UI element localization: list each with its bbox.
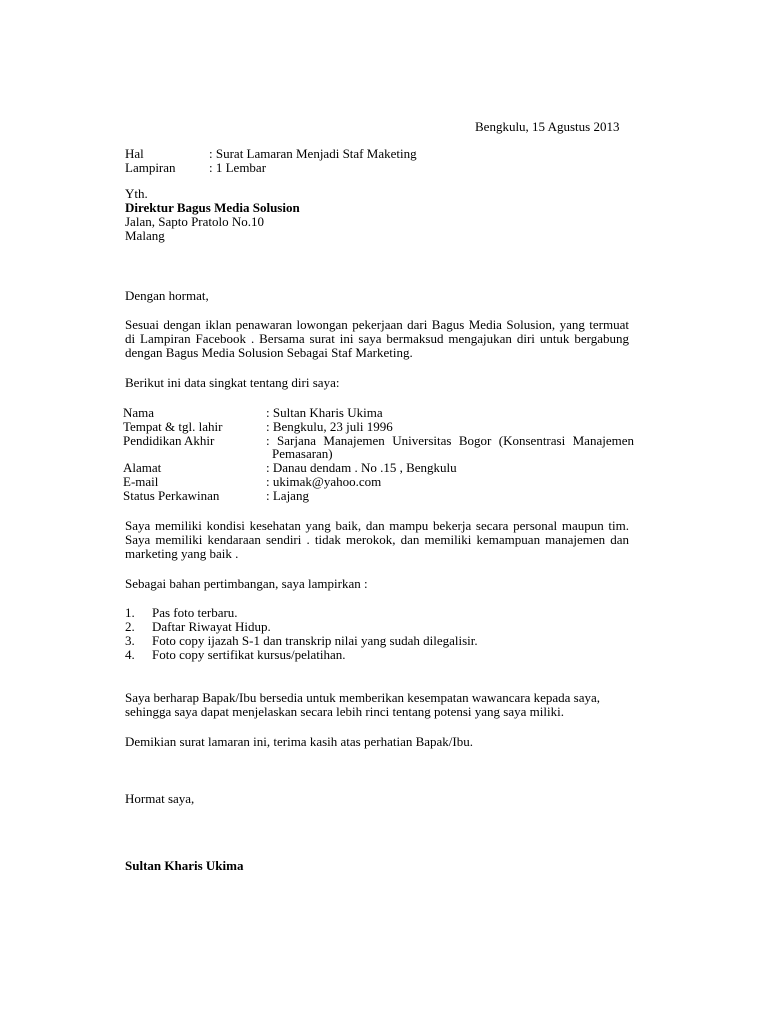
paragraph-intro: Sesuai dengan iklan penawaran lowongan pekerjaan dari Bagus Media Solusion, yang termuat di Lampiran Facebook . Bersama surat ini saya bermaksud mengajukan diri untuk bergabung dengan Bagus Media Solusion Sebagai Staf Marketing. [125,317,629,360]
closing-salutation: Hormat saya, [125,791,195,806]
attachment-item: Daftar Riwayat Hidup. [152,619,271,634]
attachment-item: Foto copy sertifikat kursus/pelatihan. [152,647,346,662]
paragraph-interview-line-1: Saya berharap Bapak/Ibu bersedia untuk memberikan kesempatan wawancara kepada saya, [125,690,601,705]
personal-value-pendidikan-cont: Pemasaran) [272,446,333,461]
hal-value: : Surat Lamaran Menjadi Staf Maketing [209,146,417,161]
greeting: Dengan hormat, [125,288,209,303]
lampiran-value: : 1 Lembar [209,160,267,175]
personal-label-nama: Nama [123,405,155,420]
hal-label: Hal [125,146,144,161]
attachment-number: 4. [125,647,135,662]
recipient-name: Direktur Bagus Media Solusion [125,200,300,215]
personal-label-status: Status Perkawinan [123,488,220,503]
personal-label-pendidikan: Pendidikan Akhir [123,433,215,448]
personal-label-alamat: Alamat [123,460,162,475]
personal-value-alamat: : Danau dendam . No .15 , Bengkulu [266,460,457,475]
data-intro: Berikut ini data singkat tentang diri saya: [125,375,340,390]
signature-name: Sultan Kharis Ukima [125,858,244,873]
recipient-street: Jalan, Sapto Pratolo No.10 [125,214,265,229]
recipient-yth: Yth. [125,186,148,201]
date-line: Bengkulu, 15 Agustus 2013 [475,119,620,134]
attachment-number: 3. [125,633,135,648]
lampiran-label: Lampiran [125,160,176,175]
personal-value-pendidikan: : Sarjana Manajemen Universitas Bogor (Konsentrasi Manajemen [266,433,634,448]
closing-paragraph: Demikian surat lamaran ini, terima kasih atas perhatian Bapak/Ibu. [125,734,473,749]
attachment-item: Foto copy ijazah S-1 dan transkrip nilai yang sudah dilegalisir. [152,633,478,648]
personal-value-nama: : Sultan Kharis Ukima [266,405,383,420]
personal-value-email: : ukimak@yahoo.com [266,474,382,489]
attachment-number: 2. [125,619,135,634]
attachment-number: 1. [125,605,135,620]
personal-label-ttl: Tempat & tgl. lahir [123,419,223,434]
paragraph-qualities: Saya memiliki kondisi kesehatan yang baik, dan mampu bekerja secara personal maupun tim. Saya memiliki kendaraan sendiri . tidak merokok, dan memiliki kemampuan manajemen dan marketing yang baik . [125,518,629,561]
attachment-item: Pas foto terbaru. [152,605,238,620]
personal-label-email: E-mail [123,474,159,489]
recipient-city: Malang [125,228,165,243]
personal-value-ttl: : Bengkulu, 23 juli 1996 [266,419,393,434]
paragraph-interview-line-2: sehingga saya dapat menjelaskan secara lebih rinci tentang potensi yang saya miliki. [125,704,564,719]
personal-value-status: : Lajang [266,488,309,503]
attachments-intro: Sebagai bahan pertimbangan, saya lampirkan : [125,576,368,591]
